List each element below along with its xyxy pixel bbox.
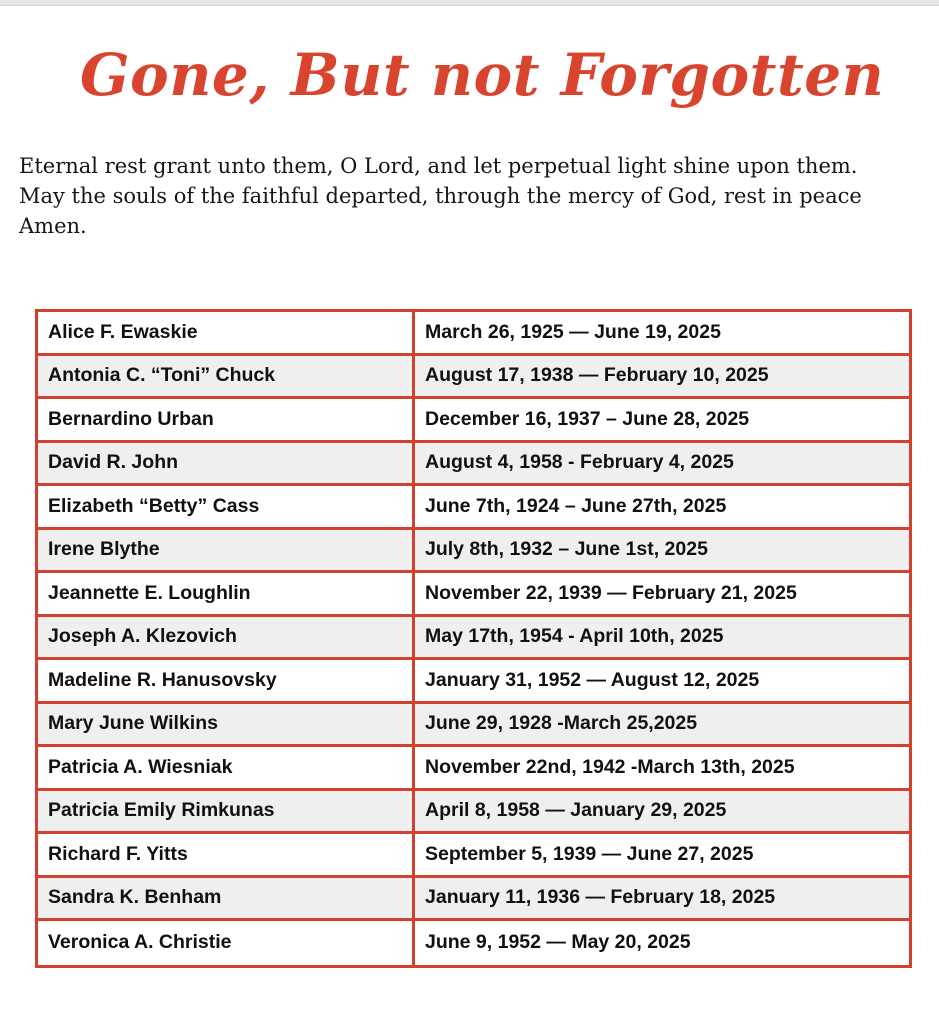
table-row	[38, 312, 909, 356]
name-cell: Elizabeth “Betty” Cass	[38, 486, 415, 530]
name-cell: Patricia Emily Rimkunas	[38, 791, 415, 835]
name-cell: Madeline R. Hanusovsky	[38, 660, 415, 704]
dates-cell: January 31, 1952 — August 12, 2025	[415, 660, 909, 704]
name-cell: Sandra K. Benham	[38, 878, 415, 922]
table-row	[38, 530, 909, 574]
page-title: Gone, But not Forgotten	[80, 41, 885, 109]
table-row	[38, 356, 909, 400]
name-cell: Patricia A. Wiesniak	[38, 747, 415, 791]
dates-cell: August 4, 1958 - February 4, 2025	[415, 443, 909, 487]
name-cell: Antonia C. “Toni” Chuck	[38, 356, 415, 400]
table-row	[38, 791, 909, 835]
name-cell: Mary June Wilkins	[38, 704, 415, 748]
dates-cell: December 16, 1937 – June 28, 2025	[415, 399, 909, 443]
dates-cell: May 17th, 1954 - April 10th, 2025	[415, 617, 909, 661]
dates-cell: June 7th, 1924 – June 27th, 2025	[415, 486, 909, 530]
dates-cell: June 29, 1928 -March 25,2025	[415, 704, 909, 748]
table-row	[38, 878, 909, 922]
table-row	[38, 486, 909, 530]
dates-cell: November 22nd, 1942 -March 13th, 2025	[415, 747, 909, 791]
dates-cell: March 26, 1925 — June 19, 2025	[415, 312, 909, 356]
dates-cell: September 5, 1939 — June 27, 2025	[415, 834, 909, 878]
top-divider	[0, 0, 939, 6]
prayer-text: Eternal rest grant unto them, O Lord, and let perpetual light shine upon them. May the souls of the faithful departed, through the mercy of God, rest in peace Amen.	[19, 154, 862, 238]
table-row	[38, 921, 909, 965]
dates-cell: August 17, 1938 — February 10, 2025	[415, 356, 909, 400]
dates-cell: January 11, 1936 — February 18, 2025	[415, 878, 909, 922]
dates-cell: July 8th, 1932 – June 1st, 2025	[415, 530, 909, 574]
table-row	[38, 660, 909, 704]
table-row	[38, 704, 909, 748]
table-row	[38, 747, 909, 791]
name-cell: Alice F. Ewaskie	[38, 312, 415, 356]
name-cell: Irene Blythe	[38, 530, 415, 574]
dates-cell: November 22, 1939 — February 21, 2025	[415, 573, 909, 617]
table-row	[38, 573, 909, 617]
name-cell: Bernardino Urban	[38, 399, 415, 443]
name-cell: Joseph A. Klezovich	[38, 617, 415, 661]
table-row	[38, 834, 909, 878]
deceased-table	[35, 309, 912, 968]
name-cell: Jeannette E. Loughlin	[38, 573, 415, 617]
name-cell: Richard F. Yitts	[38, 834, 415, 878]
table-row	[38, 443, 909, 487]
name-cell: Veronica A. Christie	[38, 921, 415, 965]
name-cell: David R. John	[38, 443, 415, 487]
table-row	[38, 399, 909, 443]
table-row	[38, 617, 909, 661]
dates-cell: April 8, 1958 — January 29, 2025	[415, 791, 909, 835]
dates-cell: June 9, 1952 — May 20, 2025	[425, 931, 691, 954]
